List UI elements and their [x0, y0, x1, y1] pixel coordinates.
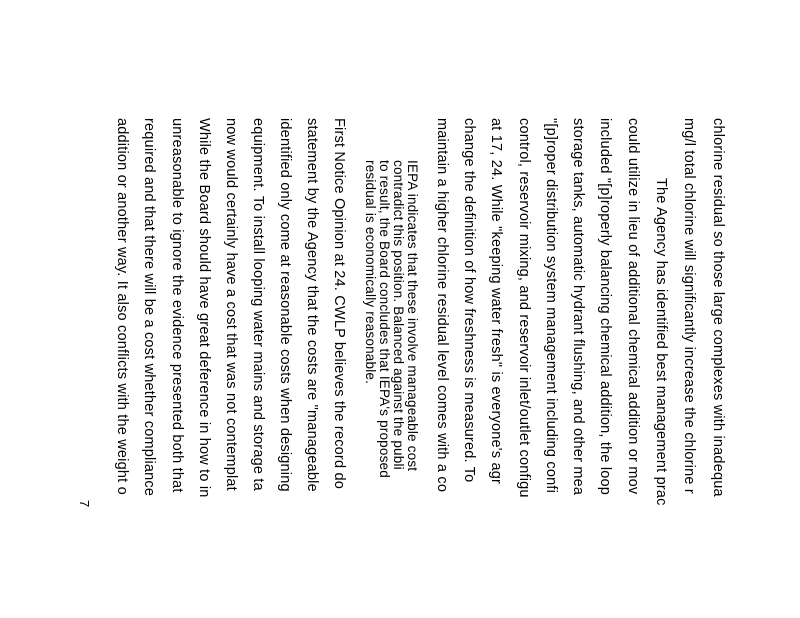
body-line: mg/l total chlorine will significantly increase the chlorine r: [681, 118, 697, 494]
body-line: statement by the Agency that the costs are "manageable: [304, 118, 320, 492]
body-line: First Notice Opinion at 24. CWLP believes the record do: [331, 118, 347, 489]
page-number: 7: [77, 500, 92, 508]
body-line: control, reservoir mixing, and reservoir inlet/outlet configu: [516, 118, 532, 498]
body-line: identified only come at reasonable costs when designing: [277, 118, 293, 492]
body-line: addition or another way. It also conflicts with the weight o: [114, 118, 130, 495]
body-line: While the Board should have great deference in how to in: [196, 118, 212, 498]
body-line: "[p]roper distribution system management including confi: [543, 118, 559, 494]
body-line: The Agency has identified best management prac: [653, 178, 669, 506]
block-quote-line: to result, the Board concludes that IEPA's proposed: [377, 160, 392, 478]
block-quote-line: contradict this position. Balanced against the publi: [391, 160, 406, 470]
body-line: now would certainly have a cost that was not contemplat: [223, 118, 239, 491]
body-line: at 17, 24. While "keeping water fresh" is everyone's agr: [488, 118, 504, 484]
body-line: included "[p]roperly balancing chemical addition, the loop: [597, 118, 613, 496]
body-line: required and that there will be a cost whether compliance: [141, 118, 157, 497]
block-quote-line: residual is economically reasonable.: [363, 160, 378, 385]
body-line: chlorine residual so those large complexes with inadequa: [710, 118, 726, 497]
body-line: equipment. To install looping water mains and storage ta: [250, 118, 266, 491]
body-line: storage tanks, automatic hydrant flushing, and other mea: [570, 118, 586, 496]
body-line: change the definition of how freshness is measured. To: [461, 118, 477, 483]
body-line: maintain a higher chlorine residual level comes with a co: [434, 118, 450, 493]
block-quote-line: IEPA indicates that these involve manageable cost: [405, 160, 420, 472]
body-line: unreasonable to ignore the evidence presented both that: [169, 118, 185, 493]
body-line: could utilize in lieu of additional chemical addition or mov: [625, 118, 641, 495]
